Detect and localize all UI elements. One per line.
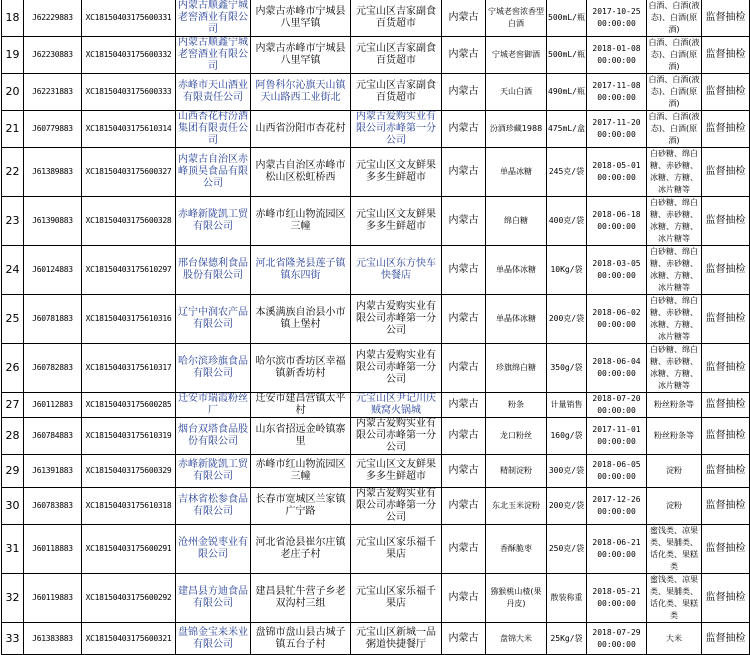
producer-address: 哈尔滨市香坊区幸福镇新香坊村 [251,344,351,393]
product-name: 龙口粉丝 [486,418,547,455]
record-id: J61390883 [24,197,82,246]
seller-name: 元宝山区新城一品粥道快捷餐厅 [351,623,442,655]
production-date: 2017-11-01 00:00:00 [587,418,647,455]
producer-name: 吉林省松参食品有限公司 [176,488,251,525]
record-id: J60781883 [24,295,82,344]
food-category: 淀粉 [647,455,702,488]
record-id: J60784883 [24,418,82,455]
sample-number: XC18150403175610317 [82,344,176,393]
inspection-type: 监督抽检 [702,393,750,418]
row-number: 26 [2,344,24,393]
record-id: J62229883 [24,0,82,37]
producer-name: 哈尔滨珍旗食品有限公司 [176,344,251,393]
sample-number: XC18150403175600333 [82,74,176,111]
seller-name: 元宝山区吉家副食百货超市 [351,0,442,37]
inspection-type: 监督抽检 [702,74,750,111]
spec: 475mL/盒 [547,111,587,148]
record-id: J60118883 [24,525,82,574]
production-date: 2018-06-05 00:00:00 [587,455,647,488]
record-id: J61391883 [24,455,82,488]
seller-name: 元宝山区吉家副食百货超市 [351,74,442,111]
sample-number: XC18150403175610297 [82,246,176,295]
producer-name: 山西杏花村汾酒集团有限责任公司 [176,111,251,148]
production-date: 2018-03-05 00:00:00 [587,246,647,295]
food-category: 蜜饯类、凉果类、果脯类、话化类、果糕类 [647,525,702,574]
record-id: J60119883 [24,574,82,623]
seller-name: 元宝山区吉家副食百货超市 [351,37,442,74]
province: 内蒙古 [442,488,486,525]
producer-address: 建昌县牤牛营子乡老双沟村三组 [251,574,351,623]
table-row [2,246,750,295]
producer-address: 内蒙古赤峰市宁城县八里罕镇 [251,37,351,74]
food-category: 淀粉 [647,488,702,525]
sample-number: XC18150403175600329 [82,455,176,488]
food-category: 粉丝粉条等 [647,418,702,455]
seller-name: 元宝山区文友鲜果多多生鲜超市 [351,455,442,488]
table-row [2,111,750,148]
province: 内蒙古 [442,455,486,488]
row-number: 21 [2,111,24,148]
product-name: 珍旗绵白糖 [486,344,547,393]
production-date: 2018-06-18 00:00:00 [587,197,647,246]
product-name: 香酥脆枣 [486,525,547,574]
production-date: 2018-07-29 00:00:00 [587,623,647,655]
sample-number: XC18150403175600292 [82,574,176,623]
province: 内蒙古 [442,393,486,418]
sample-number: XC18150403175600331 [82,0,176,37]
production-date: 2018-05-21 00:00:00 [587,574,647,623]
table-body [2,0,750,655]
production-date: 2017-11-20 00:00:00 [587,111,647,148]
province: 内蒙古 [442,148,486,197]
sample-number: XC18150403175610318 [82,488,176,525]
seller-name: 元宝山区文友鲜果多多生鲜超市 [351,148,442,197]
inspection-type: 监督抽检 [702,418,750,455]
seller-name: 内蒙古爱购实业有限公司赤峰第一分公司 [351,488,442,525]
food-category: 白砂糖、绵白糖、赤砂糖、冰糖、方糖、冰片糖等 [647,197,702,246]
sample-number: XC18150403175600285 [82,393,176,418]
record-id: J60782883 [24,344,82,393]
product-name: 猕猴桃山楂(果丹皮) [486,574,547,623]
producer-address: 赤峰市红山物流园区三幢 [251,455,351,488]
province: 内蒙古 [442,574,486,623]
production-date: 2018-05-01 00:00:00 [587,148,647,197]
product-name: 绵白糖 [486,197,547,246]
seller-name: 内蒙古爱购实业有限公司赤峰第一分公司 [351,295,442,344]
record-id: J62230883 [24,37,82,74]
spec: 计量销售 [547,393,587,418]
production-date: 2017-10-25 00:00:00 [587,0,647,37]
production-date: 2017-11-08 00:00:00 [587,74,647,111]
food-category: 白酒、白酒(液态)、白酒(原酒) [647,111,702,148]
food-category: 白酒、白酒(液态)、白酒(原酒) [647,37,702,74]
row-number: 30 [2,488,24,525]
spec: 160g/袋 [547,418,587,455]
producer-name: 内蒙古顺鑫宁城老窖酒业有限公司 [176,37,251,74]
food-category: 白酒、白酒(液态)、白酒(原酒) [647,0,702,37]
seller-name: 元宝山区东方快车快餐店 [351,246,442,295]
producer-name: 建昌县方迪食品有限公司 [176,574,251,623]
producer-name: 盘锦金宝来米业有限公司 [176,623,251,655]
food-category: 粉丝粉条等 [647,393,702,418]
producer-address: 本溪满族自治县小市镇上堡村 [251,295,351,344]
production-date: 2018-06-21 00:00:00 [587,525,647,574]
province: 内蒙古 [442,295,486,344]
spec: 散装称重 [547,574,587,623]
table-row [2,574,750,623]
row-number: 24 [2,246,24,295]
inspection-type: 监督抽检 [702,488,750,525]
inspection-type: 监督抽检 [702,525,750,574]
seller-name: 元宝山区家乐福千果店 [351,574,442,623]
record-id: J60124883 [24,246,82,295]
product-name: 宁城老窖浓香型白酒 [486,0,547,37]
spec: 350g/袋 [547,344,587,393]
row-number: 29 [2,455,24,488]
spec: 500mL/瓶 [547,0,587,37]
product-name: 天山白酒 [486,74,547,111]
spec: 200克/袋 [547,295,587,344]
producer-name: 迁安市瑞霞粉丝厂 [176,393,251,418]
province: 内蒙古 [442,418,486,455]
product-name: 粉条 [486,393,547,418]
province: 内蒙古 [442,344,486,393]
inspection-type: 监督抽检 [702,37,750,74]
food-category: 白砂糖、绵白糖、赤砂糖、冰糖、方糖、冰片糖等 [647,344,702,393]
producer-address: 山东省招远金岭镇寨里 [251,418,351,455]
sample-number: XC18150403175600291 [82,525,176,574]
seller-name: 内蒙古爱购实业有限公司赤峰第一分公司 [351,344,442,393]
row-number: 27 [2,393,24,418]
producer-address: 阿鲁科尔沁旗天山镇天山路西工业街北 [251,74,351,111]
sample-number: XC18150403175600328 [82,197,176,246]
producer-address: 河北省隆尧县莲子镇镇东四街 [251,246,351,295]
product-name: 单晶体冰糖 [486,246,547,295]
producer-address: 河北省沧县崔尔庄镇老庄子村 [251,525,351,574]
row-number: 19 [2,37,24,74]
product-name: 单晶冰糖 [486,148,547,197]
producer-address: 迁安市建昌营镇太平村 [251,393,351,418]
product-name: 精制淀粉 [486,455,547,488]
province: 内蒙古 [442,623,486,655]
production-date: 2018-06-02 00:00:00 [587,295,647,344]
row-number: 20 [2,74,24,111]
seller-name: 内蒙古爱购实业有限公司赤峰第一分公司 [351,111,442,148]
producer-name: 烟台双塔食品股份有限公司 [176,418,251,455]
province: 内蒙古 [442,246,486,295]
food-category: 大米 [647,623,702,655]
inspection-type: 监督抽检 [702,295,750,344]
producer-address: 盘锦市盘山县古城子镇五台子村 [251,623,351,655]
record-id: J62231883 [24,74,82,111]
table-row [2,295,750,344]
table-row [2,488,750,525]
producer-address: 山西省汾阳市杏花村 [251,111,351,148]
producer-name: 内蒙古顺鑫宁城老窖酒业有限公司 [176,0,251,37]
seller-name: 元宝山区尹记川庆贼窝火锅城 [351,393,442,418]
sample-number: XC18150403175600327 [82,148,176,197]
row-number: 25 [2,295,24,344]
product-name: 东北玉米淀粉 [486,488,547,525]
producer-name: 赤峰市天山酒业有限责任公司 [176,74,251,111]
table-row [2,74,750,111]
production-date: 2018-01-08 00:00:00 [587,37,647,74]
inspection-type: 监督抽检 [702,0,750,37]
inspection-table [1,0,750,655]
row-number: 33 [2,623,24,655]
table-row [2,623,750,655]
food-category: 白砂糖、绵白糖、赤砂糖、冰糖、方糖、冰片糖等 [647,246,702,295]
inspection-type: 监督抽检 [702,197,750,246]
product-name: 汾酒珍藏1988 [486,111,547,148]
sample-number: XC18150403175610319 [82,418,176,455]
producer-name: 沧州金锐枣业有限公司 [176,525,251,574]
producer-name: 辽宁中润农产品有限公司 [176,295,251,344]
seller-name: 元宝山区家乐福千果店 [351,525,442,574]
row-number: 22 [2,148,24,197]
table-row [2,0,750,37]
seller-name: 元宝山区文友鲜果多多生鲜超市 [351,197,442,246]
table-row [2,197,750,246]
product-name: 单晶体冰糖 [486,295,547,344]
inspection-type: 监督抽检 [702,574,750,623]
sample-number: XC18150403175610314 [82,111,176,148]
producer-address: 长春市宽城区兰家镇广宁路 [251,488,351,525]
producer-address: 内蒙古赤峰市宁城县八里罕镇 [251,0,351,37]
table-row [2,148,750,197]
province: 内蒙古 [442,197,486,246]
spec: 200克/袋 [547,488,587,525]
spec: 250克/袋 [547,525,587,574]
inspection-type: 监督抽检 [702,148,750,197]
product-name: 宁城老窖御酒 [486,37,547,74]
inspection-type: 监督抽检 [702,623,750,655]
food-category: 白酒、白酒(液态)、白酒(原酒) [647,74,702,111]
spec: 490mL/瓶 [547,74,587,111]
table-row [2,37,750,74]
producer-name: 内蒙古自治区赤峰顶昊食品有限公司 [176,148,251,197]
production-date: 2017-12-26 00:00:00 [587,488,647,525]
province: 内蒙古 [442,0,486,37]
province: 内蒙古 [442,111,486,148]
spec: 10Kg/袋 [547,246,587,295]
producer-address: 赤峰市红山物流园区三幢 [251,197,351,246]
record-id: J61383883 [24,623,82,655]
spec: 245克/袋 [547,148,587,197]
record-id: J60779883 [24,111,82,148]
table-row [2,344,750,393]
food-category: 白砂糖、绵白糖、赤砂糖、冰糖、方糖、冰片糖等 [647,295,702,344]
province: 内蒙古 [442,525,486,574]
row-number: 31 [2,525,24,574]
inspection-type: 监督抽检 [702,455,750,488]
food-category: 蜜饯类、凉果类、果脯类、话化类、果糕类 [647,574,702,623]
sample-number: XC18150403175600321 [82,623,176,655]
record-id: J60112883 [24,393,82,418]
inspection-type: 监督抽检 [702,344,750,393]
food-category: 白砂糖、绵白糖、赤砂糖、冰糖、方糖、冰片糖等 [647,148,702,197]
province: 内蒙古 [442,74,486,111]
table-row [2,418,750,455]
producer-name: 赤峰新陇凯工贸有限公司 [176,455,251,488]
province: 内蒙古 [442,37,486,74]
producer-name: 赤峰新陇凯工贸有限公司 [176,197,251,246]
inspection-type: 监督抽检 [702,246,750,295]
row-number: 23 [2,197,24,246]
row-number: 18 [2,0,24,37]
inspection-type: 监督抽检 [702,111,750,148]
sample-number: XC18150403175600332 [82,37,176,74]
record-id: J61389883 [24,148,82,197]
spec: 300克/袋 [547,455,587,488]
spec: 25Kg/袋 [547,623,587,655]
row-number: 32 [2,574,24,623]
sample-number: XC18150403175610316 [82,295,176,344]
spec: 500mL/瓶 [547,37,587,74]
table-row [2,455,750,488]
spec: 400克/袋 [547,197,587,246]
producer-name: 邢台保德利食品股份有限公司 [176,246,251,295]
product-name: 盘锦大米 [486,623,547,655]
production-date: 2018-06-04 00:00:00 [587,344,647,393]
row-number: 28 [2,418,24,455]
production-date: 2018-07-20 00:00:00 [587,393,647,418]
table-row [2,525,750,574]
seller-name: 内蒙古爱购实业有限公司赤峰第一分公司 [351,418,442,455]
table-row [2,393,750,418]
record-id: J60783883 [24,488,82,525]
producer-address: 内蒙古自治区赤峰市松山区松虹桥西 [251,148,351,197]
